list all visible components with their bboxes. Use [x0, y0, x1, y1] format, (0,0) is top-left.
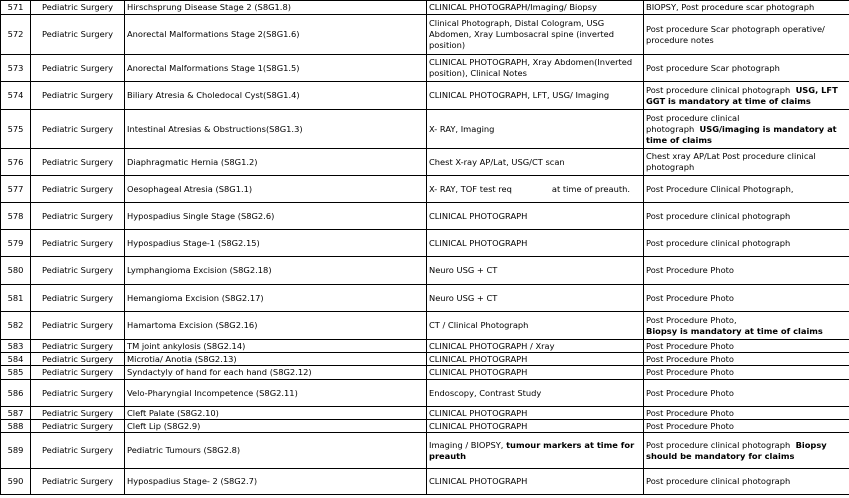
table-row [1, 366, 849, 380]
row-number: 578 [1, 203, 31, 230]
row-number: 577 [1, 176, 31, 203]
table-row [1, 380, 849, 407]
table-row [1, 285, 849, 312]
table-row [1, 312, 849, 340]
post-docs-cell: Post procedure Scar photograph [644, 55, 849, 82]
table-row [1, 203, 849, 230]
specialty-cell: Pediatric Surgery [31, 1, 125, 15]
row-number: 572 [1, 15, 31, 55]
post-docs-cell [644, 312, 849, 340]
post-docs-cell: Post procedure clinical photograph [644, 469, 849, 495]
specialty-cell: Pediatric Surgery [31, 176, 125, 203]
post-docs-cell: Post Procedure Photo [644, 407, 849, 420]
pre-docs-cell: CLINICAL PHOTOGRAPH [427, 420, 644, 433]
procedure-cell: Anorectal Malformations Stage 1(S8G1.5) [125, 55, 427, 82]
pre-docs-cell: CLINICAL PHOTOGRAPH, Xray Abdomen(Inverted position), Clinical Notes [427, 55, 644, 82]
procedure-cell: Oesophageal Atresia (S8G1.1) [125, 176, 427, 203]
specialty-cell: Pediatric Surgery [31, 407, 125, 420]
procedure-cell: Cleft Palate (S8G2.10) [125, 407, 427, 420]
procedure-cell: Biliary Atresia & Choledocal Cyst(S8G1.4) [125, 82, 427, 110]
pre-docs-cell: Neuro USG + CT [427, 285, 644, 312]
table-row [1, 55, 849, 82]
table-row [1, 433, 849, 469]
post-docs-mandatory-note: Biopsy should be mandatory for claims [646, 439, 827, 461]
table-row [1, 176, 849, 203]
post-docs-text: Post procedure clinical photograph [646, 439, 791, 450]
pre-docs-cell: CT / Clinical Photograph [427, 312, 644, 340]
post-docs-text: Post procedure clinical photograph [646, 112, 740, 134]
table-row [1, 340, 849, 353]
post-docs-cell: Post Procedure Photo [644, 285, 849, 312]
procedure-cell: Intestinal Atresias & Obstructions(S8G1.3) [125, 110, 427, 149]
procedure-cell: Pediatric Tumours (S8G2.8) [125, 433, 427, 469]
post-docs-cell: BIOPSY, Post procedure scar photograph [644, 1, 849, 15]
row-number: 589 [1, 433, 31, 469]
row-number: 582 [1, 312, 31, 340]
specialty-cell: Pediatric Surgery [31, 285, 125, 312]
procedure-cell: Velo-Pharyngial Incompetence (S8G2.11) [125, 380, 427, 407]
procedure-cell: Hamartoma Excision (S8G2.16) [125, 312, 427, 340]
procedure-cell: Hypospadius Stage- 2 (S8G2.7) [125, 469, 427, 495]
post-docs-mandatory-note: USG/imaging is mandatory at time of claims [646, 123, 837, 145]
procedure-cell: TM joint ankylosis (S8G2.14) [125, 340, 427, 353]
specialty-cell: Pediatric Surgery [31, 366, 125, 380]
specialty-cell: Pediatric Surgery [31, 230, 125, 257]
pre-docs-cell: Clinical Photograph, Distal Cologram, USG Abdomen, Xray Lumbosacral spine (inverted position) [427, 15, 644, 55]
post-docs-text: Post Procedure Photo, [646, 314, 737, 325]
pre-docs-cell: CLINICAL PHOTOGRAPH [427, 469, 644, 495]
procedure-cell: Lymphangioma Excision (S8G2.18) [125, 257, 427, 285]
post-docs-text: Post procedure clinical photograph [646, 84, 791, 95]
post-docs-cell: Chest xray AP/Lat Post procedure clinical photograph [644, 149, 849, 176]
specialty-cell: Pediatric Surgery [31, 353, 125, 366]
pre-docs-cell: CLINICAL PHOTOGRAPH/Imaging/ Biopsy [427, 1, 644, 15]
specialty-cell: Pediatric Surgery [31, 110, 125, 149]
row-number: 581 [1, 285, 31, 312]
specialty-cell: Pediatric Surgery [31, 149, 125, 176]
row-number: 587 [1, 407, 31, 420]
table-row [1, 15, 849, 55]
procedure-cell: Hypospadius Stage-1 (S8G2.15) [125, 230, 427, 257]
post-docs-cell: Post Procedure Photo [644, 353, 849, 366]
table-row [1, 469, 849, 495]
pre-docs-text: Imaging / BIOPSY, [429, 439, 504, 450]
row-number: 574 [1, 82, 31, 110]
row-number: 586 [1, 380, 31, 407]
post-docs-cell: Post procedure Scar photograph operative/ procedure notes [644, 15, 849, 55]
pre-docs-cell [427, 433, 644, 469]
pre-docs-cell [427, 176, 644, 203]
post-docs-cell [644, 433, 849, 469]
post-docs-mandatory-note: Biopsy is mandatory at time of claims [646, 325, 823, 336]
row-number: 575 [1, 110, 31, 149]
pre-docs-cell: CLINICAL PHOTOGRAPH [427, 407, 644, 420]
procedure-cell: Hemangioma Excision (S8G2.17) [125, 285, 427, 312]
post-docs-cell: Post procedure clinical photograph [644, 230, 849, 257]
specialty-cell: Pediatric Surgery [31, 433, 125, 469]
pre-docs-mandatory-note: tumour markers at time for preauth [429, 439, 635, 461]
row-number: 590 [1, 469, 31, 495]
pre-docs-cell: CLINICAL PHOTOGRAPH [427, 203, 644, 230]
specialty-cell: Pediatric Surgery [31, 469, 125, 495]
specialty-cell: Pediatric Surgery [31, 82, 125, 110]
specialty-cell: Pediatric Surgery [31, 55, 125, 82]
post-docs-cell: Post Procedure Photo [644, 366, 849, 380]
pre-docs-text: X- RAY, TOF test req [429, 183, 512, 194]
procedure-cell: Hirschsprung Disease Stage 2 (S8G1.8) [125, 1, 427, 15]
procedure-cell: Hypospadius Single Stage (S8G2.6) [125, 203, 427, 230]
specialty-cell: Pediatric Surgery [31, 340, 125, 353]
row-number: 576 [1, 149, 31, 176]
row-number: 571 [1, 1, 31, 15]
procedure-cell: Microtia/ Anotia (S8G2.13) [125, 353, 427, 366]
pre-docs-cell: Endoscopy, Contrast Study [427, 380, 644, 407]
pre-docs-cell: CLINICAL PHOTOGRAPH [427, 366, 644, 380]
row-number: 573 [1, 55, 31, 82]
specialty-cell: Pediatric Surgery [31, 203, 125, 230]
row-number: 583 [1, 340, 31, 353]
pre-docs-cell: CLINICAL PHOTOGRAPH / Xray [427, 340, 644, 353]
post-docs-cell [644, 110, 849, 149]
specialty-cell: Pediatric Surgery [31, 257, 125, 285]
row-number: 585 [1, 366, 31, 380]
post-docs-mandatory-note: USG, LFT GGT is mandatory at time of claims [646, 84, 838, 106]
table-row [1, 1, 849, 15]
procedure-cell: Diaphragmatic Hernia (S8G1.2) [125, 149, 427, 176]
row-number: 584 [1, 353, 31, 366]
table-row [1, 82, 849, 110]
specialty-cell: Pediatric Surgery [31, 312, 125, 340]
post-docs-cell [644, 82, 849, 110]
table-row [1, 230, 849, 257]
specialty-cell: Pediatric Surgery [31, 380, 125, 407]
table-row [1, 257, 849, 285]
pre-docs-cell: Neuro USG + CT [427, 257, 644, 285]
procedure-cell: Anorectal Malformations Stage 2(S8G1.6) [125, 15, 427, 55]
post-docs-cell: Post Procedure Photo [644, 257, 849, 285]
post-docs-cell: Post Procedure Photo [644, 340, 849, 353]
pre-docs-cell: X- RAY, Imaging [427, 110, 644, 149]
post-docs-cell: Post Procedure Photo [644, 420, 849, 433]
table-row [1, 353, 849, 366]
table-row [1, 149, 849, 176]
row-number: 580 [1, 257, 31, 285]
row-number: 579 [1, 230, 31, 257]
specialty-cell: Pediatric Surgery [31, 420, 125, 433]
post-docs-cell: Post Procedure Clinical Photograph, [644, 176, 849, 203]
pre-docs-cell: CLINICAL PHOTOGRAPH, LFT, USG/ Imaging [427, 82, 644, 110]
row-number: 588 [1, 420, 31, 433]
pre-docs-cell: CLINICAL PHOTOGRAPH [427, 353, 644, 366]
table-row [1, 407, 849, 420]
table-row [1, 420, 849, 433]
procedure-cell: Cleft Lip (S8G2.9) [125, 420, 427, 433]
post-docs-cell: Post procedure clinical photograph [644, 203, 849, 230]
pre-docs-tail: at time of preauth. [551, 183, 630, 194]
procedure-cell: Syndactyly of hand for each hand (S8G2.12) [125, 366, 427, 380]
pre-docs-cell: Chest X-ray AP/Lat, USG/CT scan [427, 149, 644, 176]
specialty-cell: Pediatric Surgery [31, 15, 125, 55]
pre-docs-cell: CLINICAL PHOTOGRAPH [427, 230, 644, 257]
table-row [1, 110, 849, 149]
post-docs-cell: Post Procedure Photo [644, 380, 849, 407]
